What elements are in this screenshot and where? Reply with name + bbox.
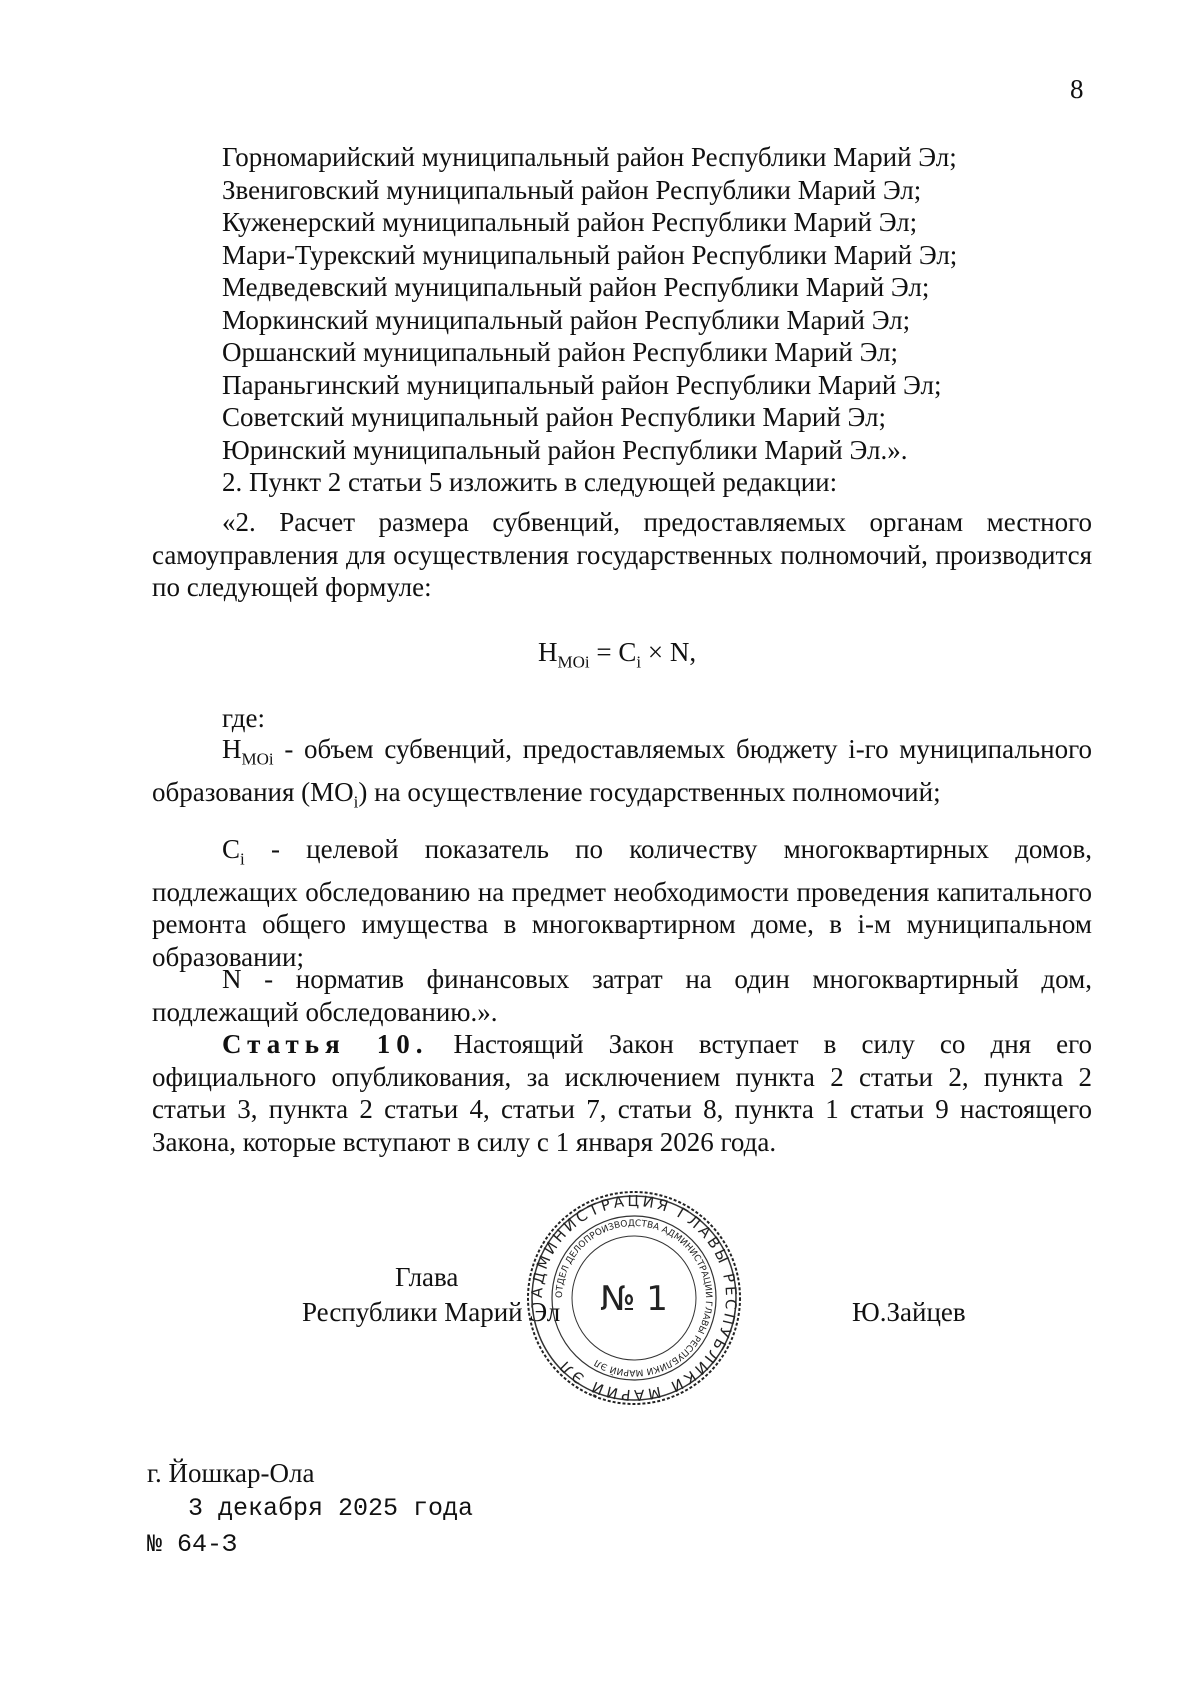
law-number: № 64-З [147,1530,238,1559]
district-list [222,141,957,499]
list-item: Моркинский муниципальный район Республики Марий Эл; [222,304,911,335]
list-item: Медведевский муниципальный район Республики Марий Эл; [222,272,930,302]
definition-n: N - норматив финансовых затрат на один многоквартирный дом, подлежащий обследованию.». [152,964,1092,1027]
list-item: Параньгинский муниципальный район Республики Марий Эл; [222,369,942,400]
list-item: Мари-Турекский муниципальный район Республики Марий Эл; [222,239,958,270]
list-item: Куженерский муниципальный район Республики Марий Эл; [222,207,918,237]
formula: $H_{MOi} = C_i \times N$, [538,637,697,672]
quote-paragraph: «2. Расчет размера субвенций, предоставляемых органам местного самоуправления для осуществления государственных полномочий, производится по следующей формуле: [152,507,1092,602]
date: 3 декабря 2025 года [188,1494,474,1523]
stamp-number: № 1 [600,1279,668,1319]
list-item: Оршанский муниципальный район Республики Марий Эл; [222,337,899,367]
definition-c: $C_i$ - целевой показатель по количеству многоквартирных домов, подлежащих обследованию на предмет необходимости проведения капитального ремонта общего имущества в многоквартирном доме, в i-м муниципальном образовании; [152,834,1092,972]
stamp-outer-text: АДМИНИСТРАЦИЯ ГЛАВЫ РЕСПУБЛИКИ МАРИЙ ЭЛ [527,1191,741,1405]
definition-h: $H_{MOi}$ - объем субвенций, предоставляемых бюджету i-го муниципального образования $(MO_i)$ на осуществление государственных полномочий; [152,734,1092,812]
place: г. Йошкар-Ола [147,1458,315,1488]
article-10: Статья 10. Настоящий Закон вступает в силу со дня его официального опубликования, за исключением пункта 2 статьи 2, пункта 2 статьи 3, пункта 2 статьи 4, статьи 7, статьи 8, пункта 1 статьи 9 настоящего Закона, которые вступают в силу с 1 января 2026 года. [152,1029,1093,1157]
signature-title-line1: Глава [395,1262,459,1292]
official-stamp [525,1189,743,1407]
page-number: 8 [1070,74,1084,104]
signature-title-line2: Республики Марий Эл [302,1297,561,1327]
signatory-name: Ю.Зайцев [852,1297,966,1327]
where-label: где: [222,703,265,733]
list-item: Звениговский муниципальный район Республики Марий Эл; [222,174,922,205]
list-item: Горномарийский муниципальный район Республики Марий Эл; [222,142,957,172]
list-item: Советский муниципальный район Республики Марий Эл; [222,402,887,432]
list-item: Юринский муниципальный район Республики Марий Эл.». [222,434,908,465]
stamp-inner-text: ОТДЕЛ ДЕЛОПРОИЗВОДСТВА АДМИНИСТРАЦИИ ГЛАВЫ РЕСПУБЛИКИ МАРИЙ ЭЛ [554,1218,714,1378]
item2-intro: 2. Пункт 2 статьи 5 изложить в следующей редакции: [222,467,838,497]
